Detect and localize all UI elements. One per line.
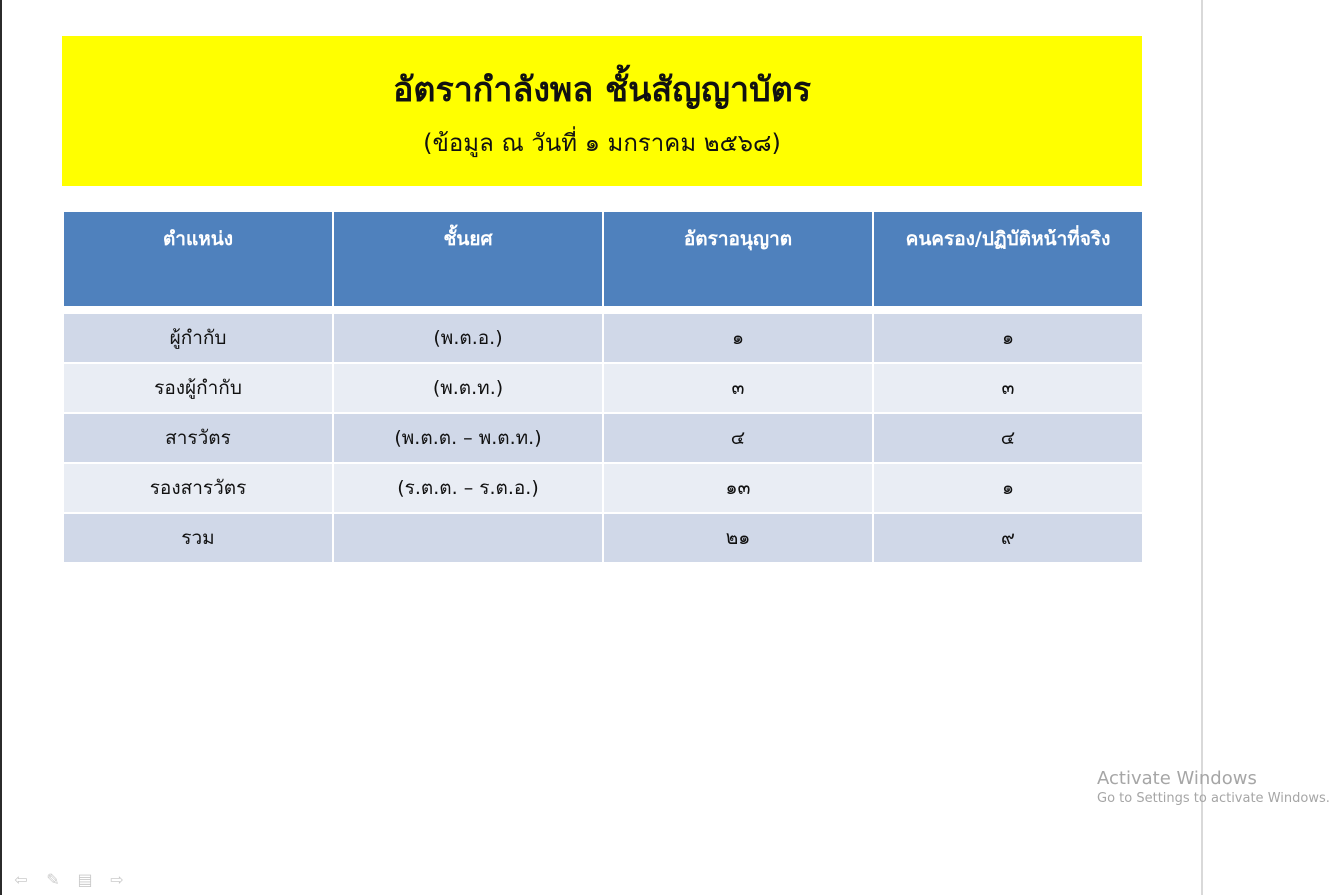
cell-rank: (พ.ต.ท.) [333,363,603,413]
cell-authorized: ๓ [603,363,873,413]
slideshow-controls [10,870,128,889]
cell-actual: ๑ [873,463,1143,513]
cell-actual: ๑ [873,313,1143,363]
cell-authorized: ๑ [603,313,873,363]
cell-position: รองสารวัตร [63,463,333,513]
table-row [63,313,1143,363]
activate-title: Activate Windows [1097,768,1257,789]
activate-windows-watermark [1097,768,1330,808]
cell-rank [333,513,603,563]
next-slide-icon[interactable]: ⇨ [110,870,124,889]
menu-icon[interactable]: ▤ [77,870,93,889]
header-actual: คนครอง/ปฏิบัติหน้าที่จริง [873,211,1143,307]
cell-position: รองผู้กำกับ [63,363,333,413]
cell-rank: (ร.ต.ต. – ร.ต.อ.) [333,463,603,513]
cell-position: รวม [63,513,333,563]
activate-subtitle: Go to Settings to activate Windows. [1097,791,1330,806]
cell-actual: ๓ [873,363,1143,413]
cell-rank: (พ.ต.ต. – พ.ต.ท.) [333,413,603,463]
table-row-total [63,513,1143,563]
table-row [63,463,1143,513]
cell-authorized: ๑๓ [603,463,873,513]
slide-title: อัตรากำลังพล ชั้นสัญญาบัตร [392,70,812,110]
title-banner [62,36,1142,186]
window-right-border [1201,0,1203,895]
table-header-row [63,211,1143,307]
header-authorized: อัตราอนุญาต [603,211,873,307]
table-row [63,413,1143,463]
cell-authorized: ๒๑ [603,513,873,563]
pen-icon[interactable]: ✎ [46,870,60,889]
cell-actual: ๔ [873,413,1143,463]
window-left-border [0,0,2,895]
cell-position: ผู้กำกับ [63,313,333,363]
table-row [63,363,1143,413]
manpower-table [62,210,1144,564]
header-position: ตำแหน่ง [63,211,333,307]
header-rank: ชั้นยศ [333,211,603,307]
cell-position: สารวัตร [63,413,333,463]
cell-rank: (พ.ต.อ.) [333,313,603,363]
cell-actual: ๙ [873,513,1143,563]
slide-subtitle: (ข้อมูล ณ วันที่ ๑ มกราคม ๒๕๖๘) [423,129,781,157]
cell-authorized: ๔ [603,413,873,463]
previous-slide-icon[interactable]: ⇦ [14,870,28,889]
